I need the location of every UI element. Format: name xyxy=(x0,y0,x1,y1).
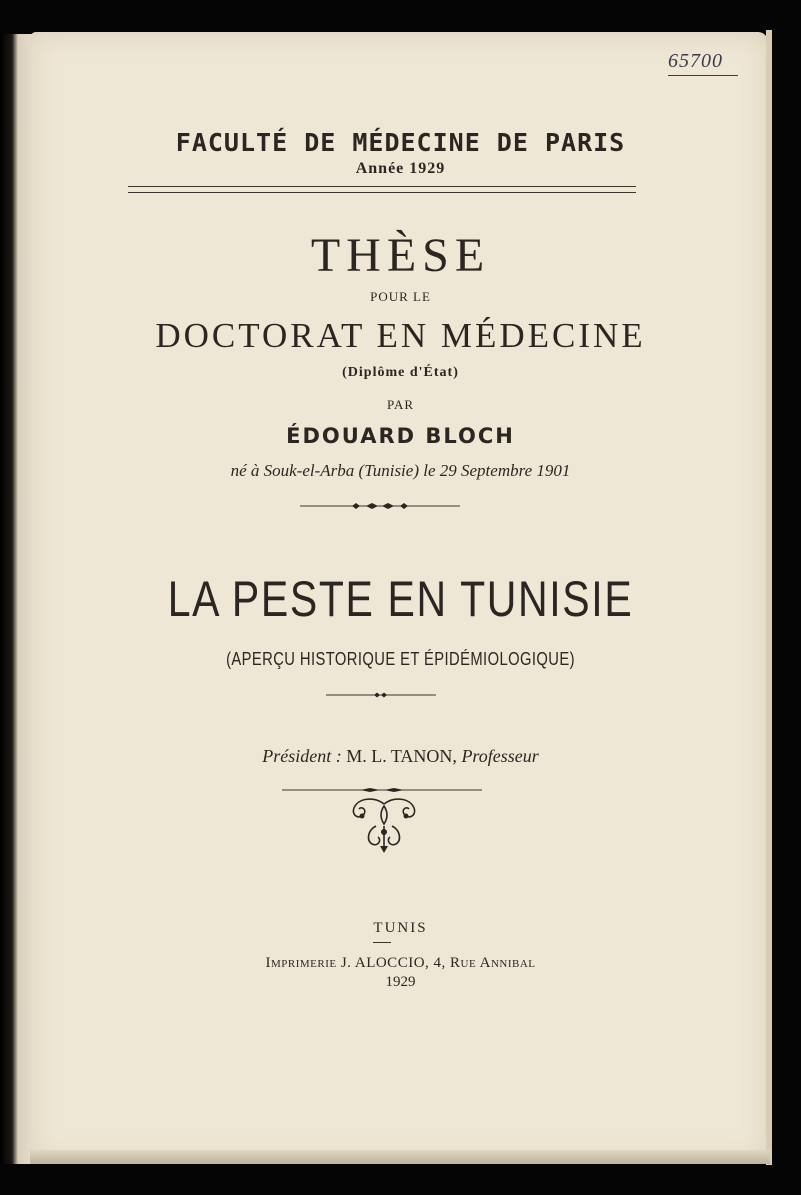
diploma-label: (Diplôme d'État) xyxy=(342,365,459,380)
ornamental-rule-1 xyxy=(300,500,460,512)
birth-line: né à Souk-el-Arba (Tunisie) le 29 Septembre 1901 xyxy=(230,461,571,480)
degree-heading: DOCTORAT EN MÉDECINE xyxy=(155,316,646,355)
faculty-heading: FACULTÉ DE MÉDECINE DE PARIS xyxy=(175,128,626,157)
left-page-edge xyxy=(0,34,34,1164)
right-page-edge xyxy=(766,30,772,1165)
thesis-heading: THÈSE xyxy=(310,229,491,282)
ornamental-rule-2 xyxy=(326,690,436,700)
year-line: Année 1929 xyxy=(355,160,446,177)
imprint-printer: Imprimerie J. ALOCCIO, 4, Rue Annibal xyxy=(265,955,536,971)
page-bottom-edge xyxy=(30,1150,770,1164)
president-label: Président : xyxy=(262,746,342,766)
president-line xyxy=(0,746,801,767)
president-name: M. L. TANON, xyxy=(346,746,457,766)
ornamental-rule-3 xyxy=(282,784,482,796)
author-name: ÉDOUARD BLOCH xyxy=(286,424,515,448)
fleuron-ornament-icon xyxy=(338,796,430,858)
imprint-year: 1929 xyxy=(385,974,416,990)
book-subtitle: (APERÇU HISTORIQUE ET ÉPIDÉMIOLOGIQUE) xyxy=(226,649,575,669)
archive-mark: 65700 xyxy=(668,50,738,76)
double-rule xyxy=(128,186,636,193)
imprint-city: TUNIS xyxy=(373,920,428,936)
pour-le-label: POUR LE xyxy=(370,289,431,304)
par-label: PAR xyxy=(386,397,415,412)
imprint-dash xyxy=(373,942,391,943)
president-role: Professeur xyxy=(461,746,539,766)
book-title: LA PESTE EN TUNISIE xyxy=(167,571,634,627)
